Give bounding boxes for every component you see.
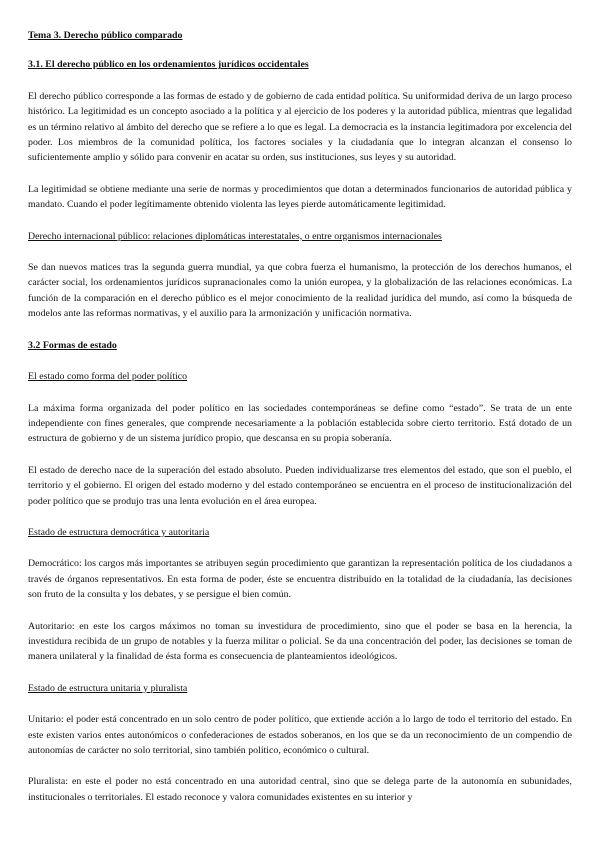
paragraph: Autoritario: en este los cargos máximos no toman su investidura de procedimiento, sino que el poder se basa en la herencia, la investidura recibida de un grupo de notables y la fuerza militar o policial. Se da una concentración del poder, las decisiones se toman de manera unilateral y la finalidad de ésta forma es consecuencia de planteamientos ideológicos.: [28, 620, 572, 663]
paragraph: Se dan nuevos matices tras la segunda guerra mundial, ya que cobra fuerza el humanismo, la protección de los derechos humanos, el carácter social, los ordenamientos jurídicos supranacionales como la unión europea, y la globalización de las relaciones económicas. La función de la comparación en el derecho público es el mejor conocimiento de la realidad jurídica del mundo, así como la búsqueda de modelos ante las reformas normativas, y el auxilio para la armonización y unificación normativa.: [28, 262, 572, 320]
paragraph: Pluralista: en este el poder no está concentrado en una autoridad central, sino que se delega parte de la autonomía en subunidades, institucionales o territoriales. El estado reconoce y valora comunidades existentes en su interior y: [28, 776, 572, 803]
paragraph: Democrático: los cargos más importantes se atribuyen según procedimiento que garantizan la representación política de los ciudadanos a través de órganos representativos. En esta forma de poder, éste se encuentra distribuido en la totalidad de la ciudadanía, las decisiones son fruto de la consulta y los debates, y se persigue el bien común.: [28, 558, 572, 601]
paragraph: El derecho público corresponde a las formas de estado y de gobierno de cada entidad política. Su uniformidad deriva de un largo proceso histórico. La legitimidad es un concepto asociado a la política y al ejercicio de los poderes y la autoridad pública, mientras que legalidad es un término relativo al ámbito del derecho que se refiere a lo que es legal. La democracia es la instancia legitimadora por excelencia del poder. Los miembros de la comunidad política, los factores sociales y la ciudadanía que lo integran alcanzan el consenso lo suficientemente amplio y sólido para convenir en acatar su orden, sus instituciones, sus leyes y su autoridad.: [28, 90, 572, 164]
paragraph: Unitario: el poder está concentrado en un solo centro de poder político, que extiende acción a lo largo de todo el territorio del estado. En este existen varios entes autonómicos o confederaciones de estados soberanos, en los que se da un reconocimiento de un compendio de autonomías de carácter no solo territorial, sino también político, económico o cultural.: [28, 714, 572, 756]
document-title: Tema 3. Derecho público comparado: [28, 30, 183, 41]
subheading: Estado de estructura democrática y autoritaria: [28, 526, 210, 538]
section-heading-3-1: 3.1. El derecho público en los ordenamientos jurídicos occidentales: [28, 59, 309, 71]
subheading: Estado de estructura unitaria y pluralista: [28, 682, 188, 694]
paragraph: La máxima forma organizada del poder político en las sociedades contemporáneas se define como “estado”. Se trata de un ente independiente con fines generales, que comprende necesariamente a la población establecida sobre cierto territorio. Está dotado de un estructura de gobierno y de un sistema jurídico propio, que descansa en su propia soberanía.: [28, 402, 572, 445]
section-heading-3-2: 3.2 Formas de estado: [28, 339, 117, 351]
subheading: Derecho internacional público: relaciones diplomáticas interestatales, o entre organismos internacionales: [28, 230, 442, 242]
paragraph: El estado de derecho nace de la superación del estado absoluto. Pueden individualizarse tres elementos del estado, que son el pueblo, el territorio y el gobierno. El origen del estado moderno y del estado contemporáneo se encuentra en el proceso de institucionalización del poder político que se produjo tras una lenta evolución en el área europea.: [28, 464, 572, 507]
paragraph: La legitimidad se obtiene mediante una serie de normas y procedimientos que dotan a determinados funcionarios de autoridad pública y mandato. Cuando el poder legítimamente obtenido violenta las leyes pierde automáticamente legitimidad.: [28, 183, 572, 211]
subheading: El estado como forma del poder político: [28, 371, 188, 383]
